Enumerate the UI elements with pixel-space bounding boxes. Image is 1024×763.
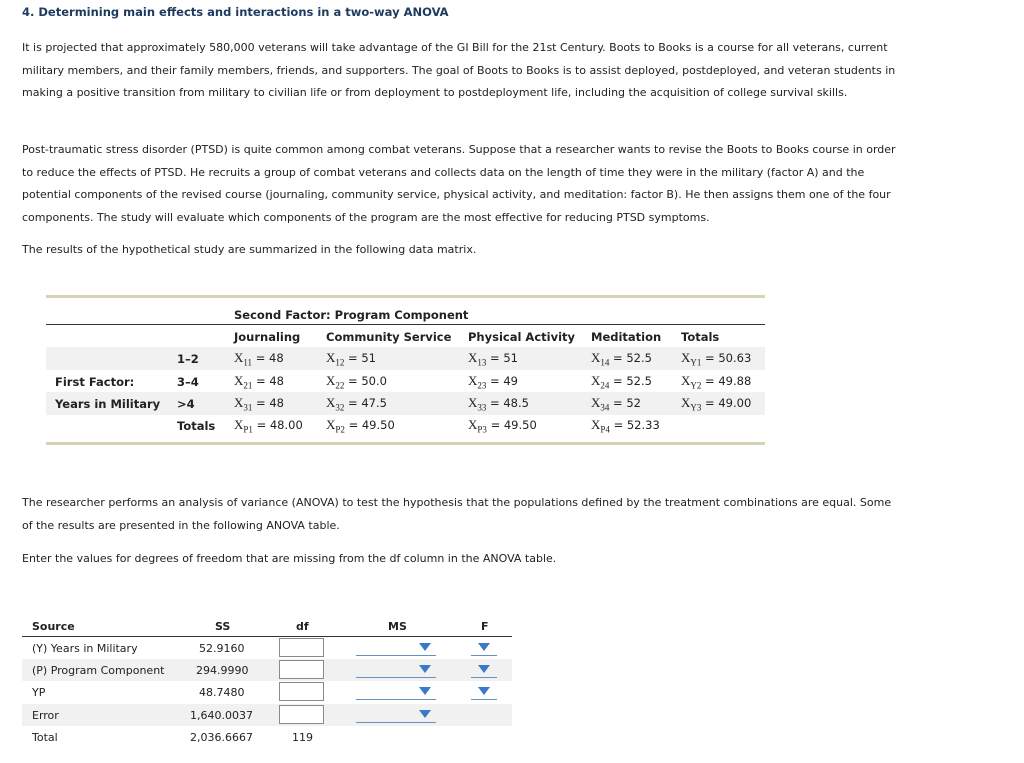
row-total-mean: $X_{Y1} = 50.63$ — [681, 350, 752, 368]
col-header-physical-activity: Physical Activity — [468, 330, 576, 344]
row-label-gt4: >4 — [177, 397, 195, 411]
col-header-journaling: Journaling — [234, 330, 301, 344]
cell-mean: $X_{12} = 51$ — [326, 350, 376, 368]
ms-dropdown-years[interactable] — [356, 655, 436, 656]
chevron-down-icon[interactable] — [419, 665, 431, 673]
row-total-mean: $X_{Y3} = 49.00$ — [681, 395, 752, 413]
chevron-down-icon[interactable] — [419, 643, 431, 651]
matrix-top-rule — [46, 295, 765, 298]
anova-paragraph: The researcher performs an analysis of variance (ANOVA) to test the hypothesis that the populations defined by the treatment combinations are equal. Some of the results are presented in the following ANOVA table. — [22, 496, 892, 532]
ptsd-paragraph: Post-traumatic stress disorder (PTSD) is quite common among combat veterans. Suppose that a researcher wants to revise the Boots to Books course in order to reduce the effects of PTSD. He recruits a group of combat veterans and collects data on the length of time they were in the military (factor A) and the potential components of the revised course (journaling, community service, physical activity, and meditation: factor B). He then assigns them one of the four components. The study will evaluate which components of the program are the most effective for reducing PTSD symptoms. — [22, 143, 896, 224]
cell-mean: $X_{13} = 51$ — [468, 350, 518, 368]
question-title: 4. Determining main effects and interactions in a two-way ANOVA — [22, 5, 449, 19]
header-ss: SS — [215, 620, 231, 633]
ms-dropdown-program[interactable] — [356, 677, 436, 678]
chevron-down-icon[interactable] — [478, 665, 490, 673]
chevron-down-icon[interactable] — [478, 687, 490, 695]
cell-mean: $X_{32} = 47.5$ — [326, 395, 387, 413]
anova-row-source: (P) Program Component — [32, 664, 165, 677]
matrix-bottom-rule — [46, 442, 765, 445]
col-header-totals: Totals — [681, 330, 720, 344]
first-factor-sub-label: Years in Military — [55, 397, 161, 411]
chevron-down-icon[interactable] — [478, 643, 490, 651]
column-total-mean: $X_{P3} = 49.50$ — [468, 417, 537, 435]
header-source: Source — [32, 620, 75, 633]
header-df: df — [296, 620, 309, 633]
cell-mean: $X_{11} = 48$ — [234, 350, 284, 368]
anova-row-ss: 1,640.0037 — [190, 709, 253, 722]
cell-mean: $X_{33} = 48.5$ — [468, 395, 529, 413]
f-dropdown-years[interactable] — [471, 655, 497, 656]
header-divider — [46, 324, 765, 325]
df-input-interaction[interactable] — [279, 682, 324, 701]
instruction-paragraph: Enter the values for degrees of freedom that are missing from the df column in the ANOVA table. — [22, 552, 557, 565]
column-total-mean: $X_{P1} = 48.00$ — [234, 417, 303, 435]
df-input-error[interactable] — [279, 705, 324, 724]
ms-dropdown-interaction[interactable] — [356, 699, 436, 700]
f-dropdown-program[interactable] — [471, 677, 497, 678]
anova-row-source: YP — [32, 686, 46, 699]
second-factor-label: Second Factor: Program Component — [234, 308, 469, 322]
col-header-meditation: Meditation — [591, 330, 662, 344]
df-input-years[interactable] — [279, 638, 324, 657]
first-factor-label: First Factor: — [55, 375, 135, 389]
cell-mean: $X_{21} = 48$ — [234, 373, 284, 391]
intro-paragraph: It is projected that approximately 580,000 veterans will take advantage of the GI Bill for the 21st Century. Boots to Books is a course for all veterans, current military members, and their family members, friends, and supporters. The goal of Boots to Books is to assist deployed, postdeployed, and veteran students in making a positive transition from military to civilian life or from deployment to postdeployment life, including the acquisition of college survival skills. — [22, 41, 896, 99]
row-band-1 — [46, 347, 765, 370]
row-total-mean: $X_{Y2} = 49.88$ — [681, 373, 752, 391]
cell-mean: $X_{22} = 50.0$ — [326, 373, 387, 391]
cell-mean: $X_{23} = 49$ — [468, 373, 518, 391]
ms-dropdown-error[interactable] — [356, 722, 436, 723]
anova-total-df: 119 — [292, 731, 313, 744]
results-intro: The results of the hypothetical study are summarized in the following data matrix. — [22, 243, 477, 256]
df-input-program[interactable] — [279, 660, 324, 679]
chevron-down-icon[interactable] — [419, 710, 431, 718]
cell-mean: $X_{31} = 48$ — [234, 395, 284, 413]
column-total-mean: $X_{P4} = 52.33$ — [591, 417, 660, 435]
cell-mean: $X_{14} = 52.5$ — [591, 350, 652, 368]
anova-row-band-4 — [22, 704, 512, 726]
row-label-3-4: 3–4 — [177, 375, 199, 389]
header-f: F — [481, 620, 489, 633]
anova-row-source: Total — [32, 731, 58, 744]
header-ms: MS — [388, 620, 407, 633]
col-header-community-service: Community Service — [326, 330, 452, 344]
anova-row-ss: 52.9160 — [199, 642, 245, 655]
anova-row-source: Error — [32, 709, 59, 722]
cell-mean: $X_{24} = 52.5$ — [591, 373, 652, 391]
anova-row-source: (Y) Years in Military — [32, 642, 138, 655]
anova-row-ss: 2,036.6667 — [190, 731, 253, 744]
row-label-1-2: 1–2 — [177, 352, 199, 366]
chevron-down-icon[interactable] — [419, 687, 431, 695]
f-dropdown-interaction[interactable] — [471, 699, 497, 700]
row-label-totals: Totals — [177, 419, 216, 433]
anova-row-ss: 48.7480 — [199, 686, 245, 699]
anova-row-ss: 294.9990 — [196, 664, 249, 677]
cell-mean: $X_{34} = 52$ — [591, 395, 641, 413]
anova-header-divider — [22, 636, 512, 637]
column-total-mean: $X_{P2} = 49.50$ — [326, 417, 395, 435]
